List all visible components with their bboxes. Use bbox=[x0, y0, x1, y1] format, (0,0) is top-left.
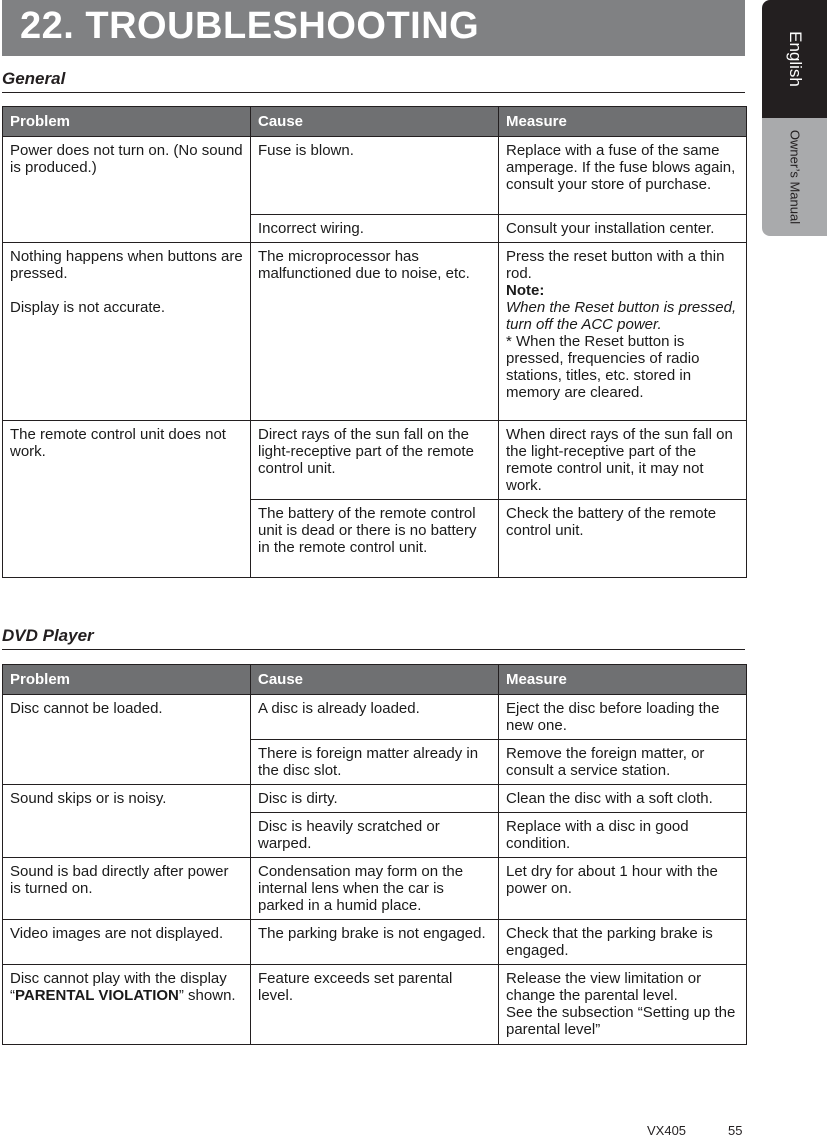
problem-cell: Disc cannot be loaded. bbox=[3, 695, 251, 785]
cause-cell: Disc is dirty. bbox=[251, 785, 499, 813]
table-row bbox=[3, 243, 747, 421]
manual-label: Owner’s Manual bbox=[787, 129, 802, 225]
cause-cell: Feature exceeds set parental level. bbox=[251, 965, 499, 1045]
measure-cell: Clean the disc with a soft cloth. bbox=[499, 785, 747, 813]
measure-cell: Let dry for about 1 hour with the power on. bbox=[499, 858, 747, 920]
problem-text: ” shown. bbox=[178, 987, 236, 1004]
measure-text: See the subsection “Setting up the parental level” bbox=[506, 1004, 736, 1038]
cause-cell: Fuse is blown. bbox=[251, 137, 499, 215]
measure-cell: Replace with a disc in good condition. bbox=[499, 813, 747, 858]
column-header-cause: Cause bbox=[251, 107, 499, 137]
cause-cell: There is foreign matter already in the disc slot. bbox=[251, 740, 499, 785]
language-tab bbox=[762, 0, 827, 118]
cause-cell: The parking brake is not engaged. bbox=[251, 920, 499, 965]
note-label: Note: bbox=[506, 282, 545, 299]
problem-cell: Video images are not displayed. bbox=[3, 920, 251, 965]
problem-cell bbox=[3, 243, 251, 421]
column-header-problem: Problem bbox=[3, 107, 251, 137]
table-header-row bbox=[3, 107, 747, 137]
measure-cell: Remove the foreign matter, or consult a service station. bbox=[499, 740, 747, 785]
table-header-row bbox=[3, 665, 747, 695]
column-header-measure: Measure bbox=[499, 107, 747, 137]
manual-tab bbox=[762, 118, 827, 236]
dvd-heading: DVD Player bbox=[2, 626, 745, 650]
problem-text: Display is not accurate. bbox=[10, 299, 166, 316]
language-label: English bbox=[785, 31, 805, 87]
cause-cell: The battery of the remote control unit is dead or there is no battery in the remote control unit. bbox=[251, 500, 499, 578]
cause-cell: A disc is already loaded. bbox=[251, 695, 499, 740]
table-row bbox=[3, 695, 747, 740]
measure-cell bbox=[499, 965, 747, 1045]
measure-text: * When the Reset button is pressed, frequencies of radio stations, titles, etc. stored in memory are cleared. bbox=[506, 333, 700, 401]
page-number: 55 bbox=[728, 1123, 743, 1138]
measure-cell: When direct rays of the sun fall on the light-receptive part of the remote control unit, it may not work. bbox=[499, 421, 747, 500]
table-row bbox=[3, 965, 747, 1045]
table-row bbox=[3, 785, 747, 813]
cause-cell: Disc is heavily scratched or warped. bbox=[251, 813, 499, 858]
problem-text: Nothing happens when buttons are pressed. bbox=[10, 248, 243, 282]
measure-cell: Check that the parking brake is engaged. bbox=[499, 920, 747, 965]
table-row bbox=[3, 137, 747, 215]
problem-cell bbox=[3, 965, 251, 1045]
problem-cell: Power does not turn on. (No sound is produced.) bbox=[3, 137, 251, 243]
measure-text: Release the view limitation or change the parental level. bbox=[506, 970, 702, 1004]
table-row bbox=[3, 858, 747, 920]
cause-cell: Direct rays of the sun fall on the light-receptive part of the remote control unit. bbox=[251, 421, 499, 500]
title-bar bbox=[2, 0, 745, 56]
dvd-table bbox=[2, 664, 747, 1045]
problem-cell: Sound is bad directly after power is turned on. bbox=[3, 858, 251, 920]
problem-text: Disc cannot play with the display “ bbox=[10, 970, 227, 1004]
table-row bbox=[3, 920, 747, 965]
page-title: 22. TROUBLESHOOTING bbox=[20, 5, 480, 47]
measure-cell bbox=[499, 243, 747, 421]
parental-violation-text: PARENTAL VIOLATION bbox=[15, 987, 179, 1004]
cause-cell: The microprocessor has malfunctioned due to noise, etc. bbox=[251, 243, 499, 421]
problem-cell: Sound skips or is noisy. bbox=[3, 785, 251, 858]
model-number: VX405 bbox=[647, 1123, 687, 1138]
problem-cell: The remote control unit does not work. bbox=[3, 421, 251, 578]
column-header-problem: Problem bbox=[3, 665, 251, 695]
note-text: When the Reset button is pressed, turn off the ACC power. bbox=[506, 299, 737, 333]
general-table bbox=[2, 106, 747, 578]
column-header-measure: Measure bbox=[499, 665, 747, 695]
table-row bbox=[3, 421, 747, 500]
general-heading: General bbox=[2, 69, 745, 93]
cause-cell: Incorrect wiring. bbox=[251, 215, 499, 243]
cause-cell: Condensation may form on the internal lens when the car is parked in a humid place. bbox=[251, 858, 499, 920]
measure-cell: Eject the disc before loading the new one. bbox=[499, 695, 747, 740]
measure-text: Press the reset button with a thin rod. bbox=[506, 248, 725, 282]
measure-cell: Replace with a fuse of the same amperage. If the fuse blows again, consult your store of purchase. bbox=[499, 137, 747, 215]
measure-cell: Check the battery of the remote control unit. bbox=[499, 500, 747, 578]
measure-cell: Consult your installation center. bbox=[499, 215, 747, 243]
column-header-cause: Cause bbox=[251, 665, 499, 695]
